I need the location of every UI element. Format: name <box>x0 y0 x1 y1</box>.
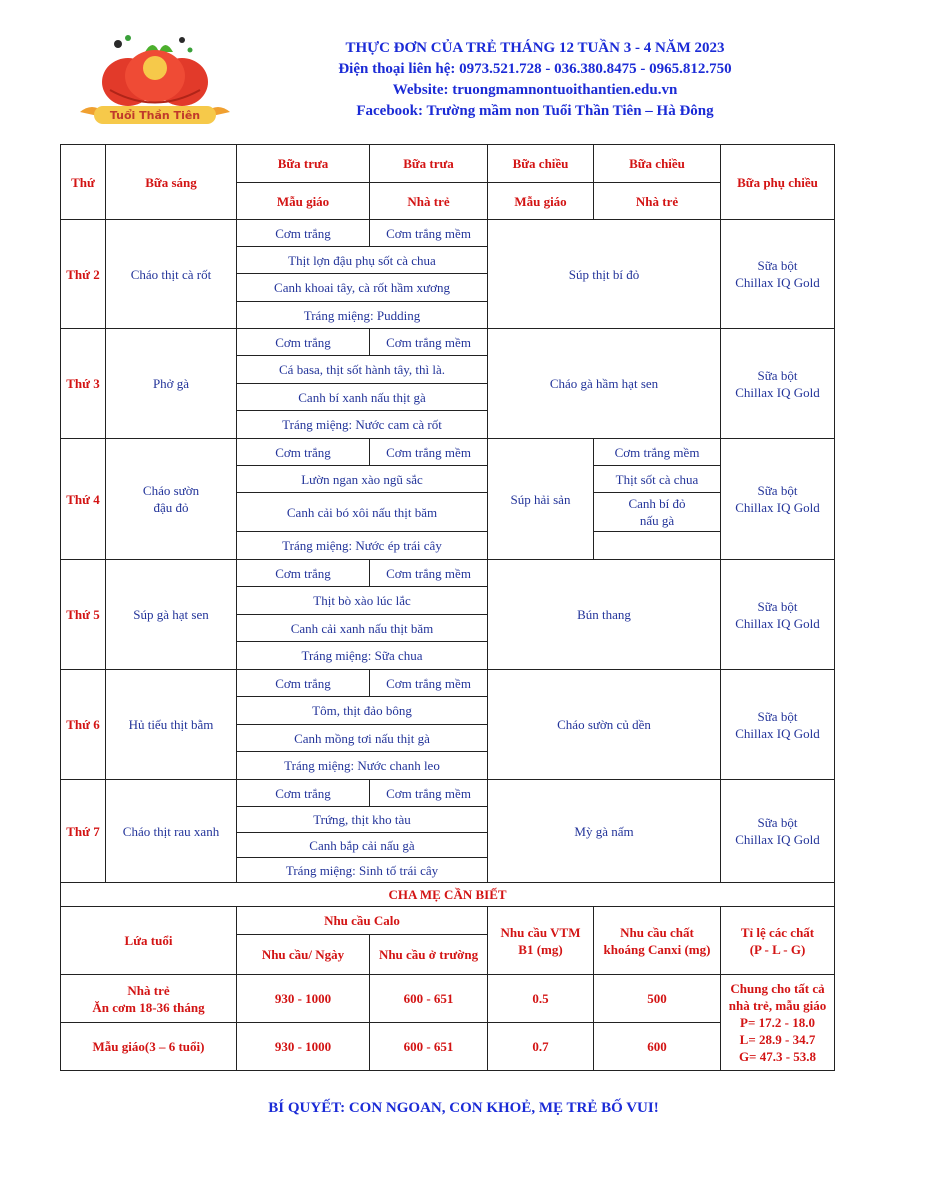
main-dish: Tôm, thịt đảo bông <box>237 697 488 725</box>
breakfast: Cháo thịt cà rốt <box>106 220 237 329</box>
document-header <box>250 38 820 122</box>
canxi-value: 600 <box>594 1023 721 1071</box>
phone-line: Điện thoại liên hệ: 0973.521.728 - 036.380.8475 - 0965.812.750 <box>338 61 732 77</box>
col-bua-trua-mg: Bữa trưa <box>237 145 370 183</box>
sub-mau-giao: Mẫu giáo <box>488 183 594 220</box>
main-dish: Cá basa, thịt sốt hành tây, thì là. <box>237 356 488 384</box>
breakfast: Phở gà <box>106 329 237 439</box>
main-dish: Trứng, thịt kho tàu <box>237 807 488 833</box>
main-dish: Thịt lợn đậu phụ sốt cà chua <box>237 247 488 274</box>
age-mau-giao: Mẫu giáo(3 – 6 tuổi) <box>61 1023 237 1071</box>
dessert: Tráng miệng: Sinh tố trái cây <box>237 858 488 883</box>
calo-header: Nhu cầu Calo <box>237 907 488 935</box>
breakfast: Cháo sườn đậu đỏ <box>106 439 237 560</box>
calo-per-day-header: Nhu cầu/ Ngày <box>237 935 370 975</box>
ratio-header: Tỉ lệ các chất (P - L - G) <box>721 907 835 975</box>
col-bua-sang: Bữa sáng <box>106 145 237 220</box>
soup: Canh bắp cải nấu gà <box>237 833 488 858</box>
logo-text: Tuổi Thần Tiên <box>109 109 201 122</box>
calo-at-school: 600 - 651 <box>370 1023 488 1071</box>
afternoon-meal-mau-giao: Súp hải sản <box>488 439 594 560</box>
day-label: Thứ 5 <box>61 560 106 670</box>
rice: Cơm trắng <box>237 220 370 247</box>
canxi-header: Nhu cầu chất khoáng Canxi (mg) <box>594 907 721 975</box>
afternoon-meal: Cháo gà hầm hạt sen <box>488 329 721 439</box>
main-dish: Lườn ngan xào ngũ sắc <box>237 466 488 493</box>
soft-rice: Cơm trắng mềm <box>370 329 488 356</box>
menu-table <box>60 144 835 1071</box>
calo-per-day: 930 - 1000 <box>237 1023 370 1071</box>
soup: Canh mồng tơi nấu thịt gà <box>237 725 488 752</box>
day-label: Thứ 7 <box>61 780 106 883</box>
afternoon-main-nha-tre: Thịt sốt cà chua <box>594 466 721 493</box>
dessert: Tráng miệng: Nước chanh leo <box>237 752 488 780</box>
rice: Cơm trắng <box>237 329 370 356</box>
section-title: CHA MẸ CẦN BIẾT <box>61 883 835 907</box>
snack: Sữa bột Chillax IQ Gold <box>721 439 835 560</box>
canxi-value: 500 <box>594 975 721 1023</box>
soup: Canh cải xanh nấu thịt băm <box>237 615 488 642</box>
day-label: Thứ 3 <box>61 329 106 439</box>
snack: Sữa bột Chillax IQ Gold <box>721 780 835 883</box>
main-dish: Thịt bò xào lúc lắc <box>237 587 488 615</box>
soft-rice: Cơm trắng mềm <box>370 780 488 807</box>
afternoon-soup-nha-tre: Canh bí đỏ nấu gà <box>594 493 721 532</box>
day-label: Thứ 4 <box>61 439 106 560</box>
snack: Sữa bột Chillax IQ Gold <box>721 220 835 329</box>
soup: Canh bí xanh nấu thịt gà <box>237 384 488 411</box>
soft-rice: Cơm trắng mềm <box>370 560 488 587</box>
rice: Cơm trắng <box>237 670 370 697</box>
vtm-b1-value: 0.7 <box>488 1023 594 1071</box>
ratio-values: Chung cho tất cả nhà trẻ, mẫu giáo P= 17.2 - 18.0 L= 28.9 - 34.7 G= 47.3 - 53.8 <box>721 975 835 1071</box>
rice: Cơm trắng <box>237 560 370 587</box>
soup: Canh khoai tây, cà rốt hầm xương <box>237 274 488 302</box>
rice: Cơm trắng <box>237 780 370 807</box>
afternoon-meal: Mỳ gà nấm <box>488 780 721 883</box>
school-logo <box>70 30 240 130</box>
soft-rice: Cơm trắng mềm <box>370 670 488 697</box>
rice: Cơm trắng <box>237 439 370 466</box>
dessert: Tráng miệng: Pudding <box>237 302 488 329</box>
calo-per-day: 930 - 1000 <box>237 975 370 1023</box>
breakfast: Cháo thịt rau xanh <box>106 780 237 883</box>
calo-at-school-header: Nhu cầu ở trường <box>370 935 488 975</box>
snack: Sữa bột Chillax IQ Gold <box>721 329 835 439</box>
afternoon-rice-nha-tre: Cơm trắng mềm <box>594 439 721 466</box>
soup: Canh cải bó xôi nấu thịt băm <box>237 493 488 532</box>
dessert: Tráng miệng: Nước ép trái cây <box>237 532 488 560</box>
breakfast: Hủ tiếu thịt bằm <box>106 670 237 780</box>
afternoon-meal: Bún thang <box>488 560 721 670</box>
col-bua-phu-chieu: Bữa phụ chiều <box>721 145 835 220</box>
col-thu: Thứ <box>61 145 106 220</box>
calo-at-school: 600 - 651 <box>370 975 488 1023</box>
vtm-b1-header: Nhu cầu VTM B1 (mg) <box>488 907 594 975</box>
day-label: Thứ 6 <box>61 670 106 780</box>
snack: Sữa bột Chillax IQ Gold <box>721 670 835 780</box>
afternoon-meal: Súp thịt bí đỏ <box>488 220 721 329</box>
dessert: Tráng miệng: Nước cam cà rốt <box>237 411 488 439</box>
col-bua-chieu-nt: Bữa chiều <box>594 145 721 183</box>
menu-title: THỰC ĐƠN CỦA TRẺ THÁNG 12 TUẦN 3 - 4 NĂM 2023 <box>345 40 725 56</box>
age-nha-tre: Nhà trẻ Ăn cơm 18-36 tháng <box>61 975 237 1023</box>
footer-slogan: BÍ QUYẾT: CON NGOAN, CON KHOẺ, MẸ TRẺ BỐ VUI! <box>268 1100 659 1116</box>
facebook-line: Facebook: Trường mầm non Tuổi Thần Tiên – Hà Đông <box>356 103 714 119</box>
dessert: Tráng miệng: Sữa chua <box>237 642 488 670</box>
day-label: Thứ 2 <box>61 220 106 329</box>
website-line: Website: truongmamnontuoithantien.edu.vn <box>392 82 678 98</box>
sub-nha-tre: Nhà trẻ <box>594 183 721 220</box>
sub-mau-giao: Mẫu giáo <box>237 183 370 220</box>
soft-rice: Cơm trắng mềm <box>370 220 488 247</box>
vtm-b1-value: 0.5 <box>488 975 594 1023</box>
col-bua-trua-nt: Bữa trưa <box>370 145 488 183</box>
col-bua-chieu-mg: Bữa chiều <box>488 145 594 183</box>
age-header: Lứa tuổi <box>61 907 237 975</box>
soft-rice: Cơm trắng mềm <box>370 439 488 466</box>
afternoon-meal: Cháo sườn củ dền <box>488 670 721 780</box>
empty-cell <box>594 532 721 560</box>
breakfast: Súp gà hạt sen <box>106 560 237 670</box>
snack: Sữa bột Chillax IQ Gold <box>721 560 835 670</box>
sub-nha-tre: Nhà trẻ <box>370 183 488 220</box>
